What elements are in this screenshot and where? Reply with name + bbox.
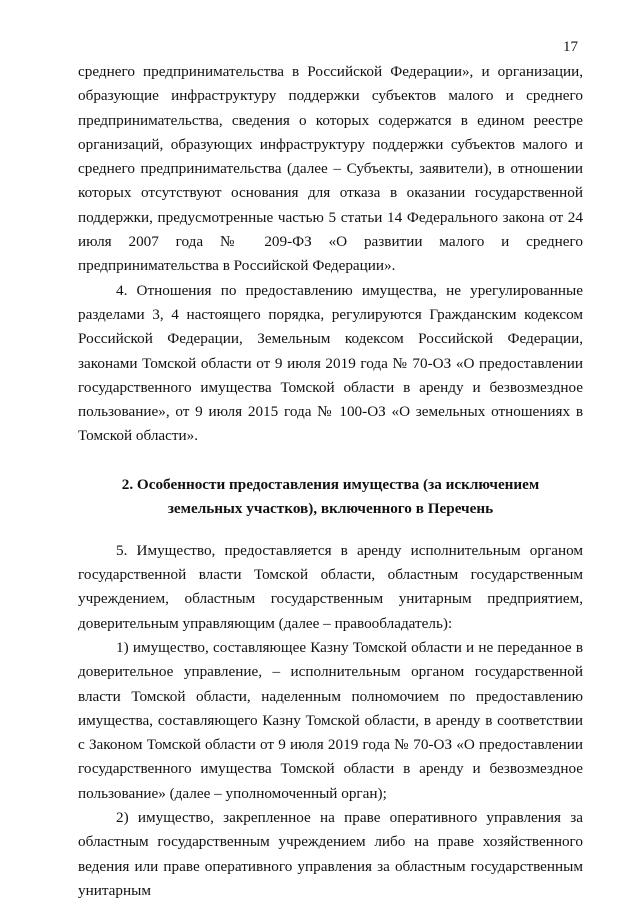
paragraph-4: 4. Отношения по предоставлению имущества, не урегулированные разделами 3, 4 настоящего порядка, регулируются Гражданским кодексом Российской Федерации, Земельным кодексом Российской Федерации, законами Томской области от 9 июля 2019 года № 70-ОЗ «О предоставлении государственного имущества Томской области в аренду и безвозмездное пользование», от 9 июля 2015 года № 100-ОЗ «О земельных отношениях в Томской области». — [78, 281, 583, 445]
spacer — [78, 449, 583, 473]
spacer — [78, 521, 583, 539]
document-body — [78, 60, 583, 903]
paragraph-continuation: среднего предпринимательства в Российской Федерации», и организации, образующие инфраструктуру поддержки субъектов малого и среднего предпринимательства, сведения о которых содержатся в едином реестре организаций, образующих инфраструктуру поддержки субъектов малого и среднего предпринимательства (далее – Субъекты, заявители), в отношении которых отсутствуют основания для отказа в оказании государственной поддержки, предусмотренные частью 5 статьи 14 Федерального закона от 24 июля 2007 года № 209-ФЗ «О развитии малого и среднего предпринимательства в Российской Федерации». — [78, 63, 583, 275]
paragraph-5-item-2: 2) имущество, закрепленное на праве оперативного управления за областным государственным учреждением либо на праве хозяйственного ведения или праве оперативного управления за областным государственным унитарным — [78, 809, 583, 899]
page-number: 17 — [563, 39, 578, 55]
paragraph-5: 5. Имущество, предоставляется в аренду исполнительным органом государственной власти Томской области, областным государственным учреждением, областным государственным унитарным предприятием, доверительным управляющим (далее – правообладатель): — [78, 541, 583, 632]
paragraph-5-item-1: 1) имущество, составляющее Казну Томской области и не переданное в доверительное управление, – исполнительным органом государственной власти Томской области, наделенным полномочием по предоставлению имущества, составляющего Казну Томской области, в аренду в соответствии с Законом Томской области от 9 июля 2019 года № 70-ОЗ «О предоставлении государственного имущества Томской области в аренду и безвозмездное пользование» (далее – уполномоченный орган); — [78, 638, 583, 802]
section-heading: 2. Особенности предоставления имущества (за исключением земельных участков), включенного в Перечень — [121, 475, 540, 517]
